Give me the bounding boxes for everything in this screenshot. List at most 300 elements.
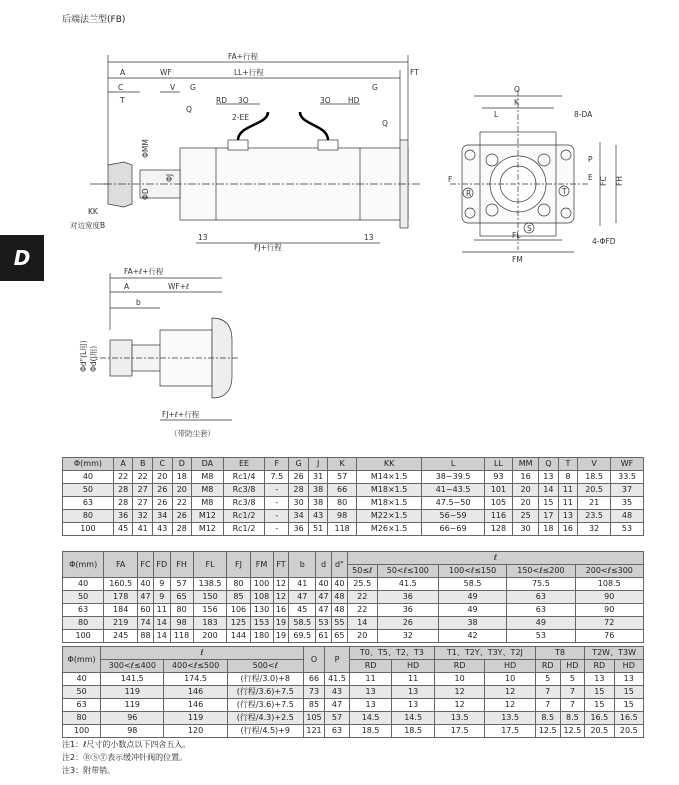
table-cell: 7 [560, 686, 585, 699]
table-cell: 178 [104, 591, 138, 604]
table-cell: 119 [164, 712, 227, 725]
table-cell: 61 [316, 630, 332, 643]
table-cell: 48 [331, 591, 347, 604]
table-cell: 13 [349, 699, 392, 712]
table-cell: 13 [392, 686, 435, 699]
dim-p: P [588, 155, 593, 164]
column-header: G [289, 458, 309, 471]
table-cell: 80 [328, 497, 356, 510]
table-cell: 65 [170, 591, 193, 604]
sub-column-header: 150<ℓ≤200 [507, 565, 575, 578]
table-cell: Rc1/4 [223, 471, 265, 484]
table-cell: 41~43.5 [422, 484, 484, 497]
table-row [63, 523, 644, 536]
column-header: FT [273, 552, 289, 578]
table-cell: 57 [328, 471, 356, 484]
table-row [63, 686, 644, 699]
table-cell: 14 [347, 617, 377, 630]
table-cell: 16 [558, 523, 578, 536]
table-cell: 28 [113, 484, 133, 497]
boot-dim-wf: WF+ℓ [168, 282, 190, 291]
dim-v: V [170, 83, 176, 92]
table-cell: 58.5 [438, 578, 506, 591]
table-cell: 28 [172, 523, 192, 536]
column-header: O [303, 647, 324, 673]
table-cell: 48 [331, 604, 347, 617]
table-cell: 98 [170, 617, 193, 630]
table-cell: 38 [308, 484, 328, 497]
table-cell: 14 [153, 617, 170, 630]
table-cell: 116 [484, 510, 512, 523]
table-cell: 15 [539, 497, 559, 510]
table-cell: 180 [250, 630, 273, 643]
table-cell: 18 [539, 523, 559, 536]
spec-table-2 [62, 551, 644, 643]
table-cell: 11 [558, 484, 578, 497]
table-cell: 5 [560, 673, 585, 686]
table-cell: 63 [507, 604, 575, 617]
table-cell: 63 [63, 604, 104, 617]
table-cell: 14 [153, 630, 170, 643]
dim-q-right: Q [382, 119, 388, 128]
table-cell: 33.5 [611, 471, 644, 484]
table-cell: 144 [227, 630, 250, 643]
table-cell: 73 [303, 686, 324, 699]
table-cell: 49 [507, 617, 575, 630]
table-row [63, 591, 644, 604]
table-cell: 25.5 [347, 578, 377, 591]
dim-fh: FH [615, 176, 624, 186]
table-cell: 80 [63, 712, 101, 725]
table-cell: 13 [585, 673, 614, 686]
table-cell: 75.5 [507, 578, 575, 591]
table-cell: 12 [485, 686, 536, 699]
table-cell: 72 [575, 617, 643, 630]
column-header: T1、T2Y、T3Y、T2J [434, 647, 535, 660]
table-cell: 130 [250, 604, 273, 617]
sub-column-header: HD [560, 660, 585, 673]
dim-t: T [120, 96, 125, 105]
table-cell: 47 [316, 591, 332, 604]
dim-phi-mm: ΦMM [141, 139, 150, 158]
table-cell: 18.5 [349, 725, 392, 738]
column-header: B [133, 458, 153, 471]
table-cell: (行程/4.5)+9 [227, 725, 303, 738]
table-cell: (行程/3.6)+7.5 [227, 699, 303, 712]
table-cell: 31 [308, 471, 328, 484]
table-cell: 47 [138, 591, 154, 604]
table-cell: 13 [558, 510, 578, 523]
table-cell: 85 [227, 591, 250, 604]
table-cell: 183 [193, 617, 227, 630]
table-cell: 26 [289, 471, 309, 484]
table-cell: 245 [104, 630, 138, 643]
column-header: C [152, 458, 172, 471]
dim-phi-d: ΦD [141, 188, 150, 200]
table-cell: 20.5 [614, 725, 643, 738]
column-header: FM [250, 552, 273, 578]
table-cell: - [265, 497, 289, 510]
table-cell: 47 [316, 604, 332, 617]
table-cell: 8.5 [560, 712, 585, 725]
table-cell: 40 [138, 578, 154, 591]
table-cell: 41.5 [377, 578, 438, 591]
dim-3o-left: 3O [238, 96, 249, 105]
table-cell: 13 [392, 699, 435, 712]
table-cell: 19 [273, 630, 289, 643]
table-cell: 43 [308, 510, 328, 523]
table-row [63, 497, 644, 510]
table-cell: 17 [539, 510, 559, 523]
table-cell: 141.5 [101, 673, 164, 686]
dim-g1: G [190, 83, 196, 92]
table-cell: 12 [434, 699, 484, 712]
table-cell: 41.5 [325, 673, 350, 686]
dim-kk: KK [88, 207, 98, 216]
column-header: Q [539, 458, 559, 471]
table-cell: - [265, 510, 289, 523]
table-cell: 119 [101, 699, 164, 712]
table-cell: 101 [484, 484, 512, 497]
table-cell: 12 [434, 686, 484, 699]
table-cell: 49 [438, 591, 506, 604]
column-header: LL [484, 458, 512, 471]
table-cell: 23.5 [578, 510, 611, 523]
table-cell: 47 [325, 699, 350, 712]
table-cell: 80 [63, 617, 104, 630]
sub-column-header: 100<ℓ≤150 [438, 565, 506, 578]
table-cell: 11 [153, 604, 170, 617]
table-cell: 28 [113, 497, 133, 510]
table-cell: 19 [273, 617, 289, 630]
table-cell: 48 [611, 510, 644, 523]
table-cell: 53 [316, 617, 332, 630]
table-cell: 80 [227, 578, 250, 591]
table-cell: 30 [513, 523, 539, 536]
column-header: FD [153, 552, 170, 578]
table-cell: 15 [614, 686, 643, 699]
table-cell: 7 [560, 699, 585, 712]
table-cell: 20.5 [578, 484, 611, 497]
table-cell: 36 [113, 510, 133, 523]
table-cell: 34 [152, 510, 172, 523]
table-cell: 105 [303, 712, 324, 725]
column-header: FC [138, 552, 154, 578]
dim-8da: 8-DA [574, 110, 593, 119]
column-header: A [113, 458, 133, 471]
sub-column-header: HD [392, 660, 435, 673]
dim-13-right: 13 [364, 233, 374, 242]
sub-column-header: RD [349, 660, 392, 673]
table-cell: 13.5 [485, 712, 536, 725]
table-cell: 15 [585, 686, 614, 699]
table-cell: 26 [152, 484, 172, 497]
table-cell: 22 [113, 471, 133, 484]
column-header: T2W、T3W [585, 647, 644, 660]
table-cell: - [265, 523, 289, 536]
table-cell: 35 [611, 497, 644, 510]
table-cell: Rc1/2 [223, 510, 265, 523]
dim-k: K [514, 98, 519, 107]
column-header: ℓ [347, 552, 643, 565]
table-cell: 51 [308, 523, 328, 536]
table-cell: 65 [331, 630, 347, 643]
table-cell: 7.5 [265, 471, 289, 484]
dim-fa: FA+行程 [228, 52, 259, 61]
dim-fm: FM [512, 255, 523, 264]
table-cell: 153 [250, 617, 273, 630]
table-cell: 21 [578, 497, 611, 510]
table-cell: M8 [192, 484, 224, 497]
table-row [63, 630, 644, 643]
column-header: T8 [535, 647, 584, 660]
table-cell: 36 [289, 523, 309, 536]
column-header: P [325, 647, 350, 673]
table-cell: 200 [193, 630, 227, 643]
table-cell: 56~59 [422, 510, 484, 523]
table-cell: Rc3/8 [223, 497, 265, 510]
column-header: KK [356, 458, 422, 471]
table-cell: M26×1.5 [356, 523, 422, 536]
table-cell: 43 [152, 523, 172, 536]
table-row [63, 673, 644, 686]
table-cell: 57 [170, 578, 193, 591]
table-cell: 20 [152, 471, 172, 484]
sub-column-header: 50<ℓ≤100 [377, 565, 438, 578]
table-cell: 40 [63, 578, 104, 591]
table-cell: 22 [347, 591, 377, 604]
table-row [63, 484, 644, 497]
column-header: Φ(mm) [63, 458, 114, 471]
column-header: Φ(mm) [63, 552, 104, 578]
table-cell: M14×1.5 [356, 471, 422, 484]
table-cell: 12 [273, 591, 289, 604]
dim-hd: HD [348, 96, 360, 105]
table-cell: 146 [164, 699, 227, 712]
table-cell: 53 [507, 630, 575, 643]
table-cell: M18×1.5 [356, 497, 422, 510]
table-cell: 47 [289, 591, 316, 604]
sub-column-header: RD [585, 660, 614, 673]
table-cell: 80 [170, 604, 193, 617]
column-header: D [172, 458, 192, 471]
table-cell: 8.5 [535, 712, 560, 725]
column-header: d [316, 552, 332, 578]
table-cell: 85 [303, 699, 324, 712]
table-cell: 20 [172, 484, 192, 497]
dim-f: F [448, 175, 453, 184]
table-cell: 219 [104, 617, 138, 630]
table-cell: 76 [575, 630, 643, 643]
table-cell: 50 [63, 484, 114, 497]
table-cell: 10 [485, 673, 536, 686]
table-cell: 26 [172, 510, 192, 523]
page-title: 后端法兰型(FB) [62, 15, 126, 25]
table-cell: 40 [63, 471, 114, 484]
table-cell: M8 [192, 471, 224, 484]
dim-q-left: Q [186, 105, 192, 114]
sub-column-header: RD [535, 660, 560, 673]
table-cell: 146 [164, 686, 227, 699]
table-cell: 18.5 [392, 725, 435, 738]
spec-table-3 [62, 646, 644, 738]
column-header: FJ [227, 552, 250, 578]
table-row [63, 712, 644, 725]
table-cell: 100 [63, 523, 114, 536]
table-cell: 50 [63, 686, 101, 699]
table-row [63, 604, 644, 617]
table-cell: 5 [535, 673, 560, 686]
table-cell: 8 [558, 471, 578, 484]
table-cell: 128 [484, 523, 512, 536]
dim-ft: FT [410, 68, 419, 77]
sub-column-header: HD [485, 660, 536, 673]
table-cell: 15 [585, 699, 614, 712]
table-cell: 27 [133, 497, 153, 510]
column-header: J [308, 458, 328, 471]
dim-phi-j: ΦJ [165, 173, 174, 182]
column-header: d" [331, 552, 347, 578]
section-tab: D [0, 235, 44, 281]
table-row [63, 471, 644, 484]
table-cell: 11 [349, 673, 392, 686]
dim-c: C [118, 83, 124, 92]
table-cell: 106 [227, 604, 250, 617]
dim-rd: RD [216, 96, 227, 105]
table-cell: 11 [392, 673, 435, 686]
table-cell: 57 [325, 712, 350, 725]
table-cell: 41 [133, 523, 153, 536]
table-cell: 20 [513, 497, 539, 510]
table-cell: 49 [438, 604, 506, 617]
table-cell: 16.5 [614, 712, 643, 725]
marker-s: S [527, 224, 532, 233]
sub-column-header: 50≤ℓ [347, 565, 377, 578]
sub-column-header: 500<ℓ [227, 660, 303, 673]
table-cell: 66~69 [422, 523, 484, 536]
boot-dim-d-j: Φd(J用) [89, 345, 98, 372]
column-header: T [558, 458, 578, 471]
table-cell: 125 [227, 617, 250, 630]
table-cell: 40 [316, 578, 332, 591]
dim-fj: FJ+行程 [254, 243, 282, 252]
table-cell: 12.5 [560, 725, 585, 738]
table-cell: 20.5 [585, 725, 614, 738]
table-cell: 43 [325, 686, 350, 699]
table-cell: 45 [113, 523, 133, 536]
boot-dim-b: b [136, 298, 141, 307]
table-cell: 38 [438, 617, 506, 630]
table-cell: 55 [331, 617, 347, 630]
table-cell: 80 [63, 510, 114, 523]
table-cell: 100 [63, 725, 101, 738]
column-header: EE [223, 458, 265, 471]
column-header: WF [611, 458, 644, 471]
boot-dim-fj: FJ+ℓ+行程 [162, 410, 200, 419]
table-cell: 160.5 [104, 578, 138, 591]
table-cell: 98 [328, 510, 356, 523]
table-cell: 15 [614, 699, 643, 712]
table-cell: 17.5 [485, 725, 536, 738]
column-header: T0、T5、T2、T3 [349, 647, 434, 660]
table-cell: 42 [438, 630, 506, 643]
table-cell: 18.5 [578, 471, 611, 484]
dim-wf: WF [160, 68, 172, 77]
table-cell: 90 [575, 591, 643, 604]
table-cell: 66 [303, 673, 324, 686]
table-cell: 12 [273, 578, 289, 591]
table-cell: 28 [289, 484, 309, 497]
note-1: 注1：ℓ尺寸的小数点以下四舍五入。 [62, 740, 191, 749]
table-cell: 53 [611, 523, 644, 536]
table-cell: 25 [513, 510, 539, 523]
table-cell: 150 [193, 591, 227, 604]
table-cell: 22 [133, 471, 153, 484]
table-cell: M12 [192, 510, 224, 523]
table-cell: M18×1.5 [356, 484, 422, 497]
table-cell: - [265, 484, 289, 497]
column-header: MM [513, 458, 539, 471]
table-cell: 108.5 [575, 578, 643, 591]
table-cell: 108 [250, 591, 273, 604]
dim-4fd: 4-ΦFD [592, 237, 616, 246]
table-cell: 9 [153, 591, 170, 604]
table-cell: 50 [63, 591, 104, 604]
table-cell: 120 [164, 725, 227, 738]
table-cell: 41 [289, 578, 316, 591]
table-cell: 16.5 [585, 712, 614, 725]
table-cell: 13 [539, 471, 559, 484]
table-cell: 37 [611, 484, 644, 497]
footnotes [62, 738, 190, 777]
column-header: K [328, 458, 356, 471]
table-cell: 63 [507, 591, 575, 604]
column-header: ℓ [101, 647, 304, 660]
table-cell: 96 [101, 712, 164, 725]
table-cell: 63 [63, 699, 101, 712]
table-cell: 60 [138, 604, 154, 617]
table-cell: 14.5 [392, 712, 435, 725]
table-cell: 10 [434, 673, 484, 686]
table-cell: 26 [152, 497, 172, 510]
boot-dim-fa: FA+ℓ+行程 [124, 267, 164, 276]
table-row [63, 510, 644, 523]
table-cell: 69.5 [289, 630, 316, 643]
table-row [63, 578, 644, 591]
dim-a: A [120, 68, 126, 77]
boot-caption: （带防尘套） [170, 429, 215, 438]
dim-2ee: 2-EE [232, 113, 249, 122]
table-cell: (行程/3.0)+8 [227, 673, 303, 686]
marker-r: R [466, 189, 472, 198]
dim-ll: LL+行程 [234, 68, 264, 77]
table-cell: 119 [101, 686, 164, 699]
sub-column-header: 300<ℓ≤400 [101, 660, 164, 673]
table-cell: 16 [273, 604, 289, 617]
table-cell: 184 [104, 604, 138, 617]
table-cell: 40 [63, 673, 101, 686]
note-2: 注2：ⓇⓈⓉ表示缓冲针阀的位置。 [62, 753, 188, 762]
table-cell: 45 [289, 604, 316, 617]
dim-width-b: 对边宽度B [70, 221, 106, 230]
table-cell: 13 [614, 673, 643, 686]
table-cell: 105 [484, 497, 512, 510]
marker-t: T [562, 187, 567, 196]
table-cell: 100 [63, 630, 104, 643]
table-cell: 30 [289, 497, 309, 510]
dim-13-left: 13 [198, 233, 208, 242]
dim-g2: G [372, 83, 378, 92]
